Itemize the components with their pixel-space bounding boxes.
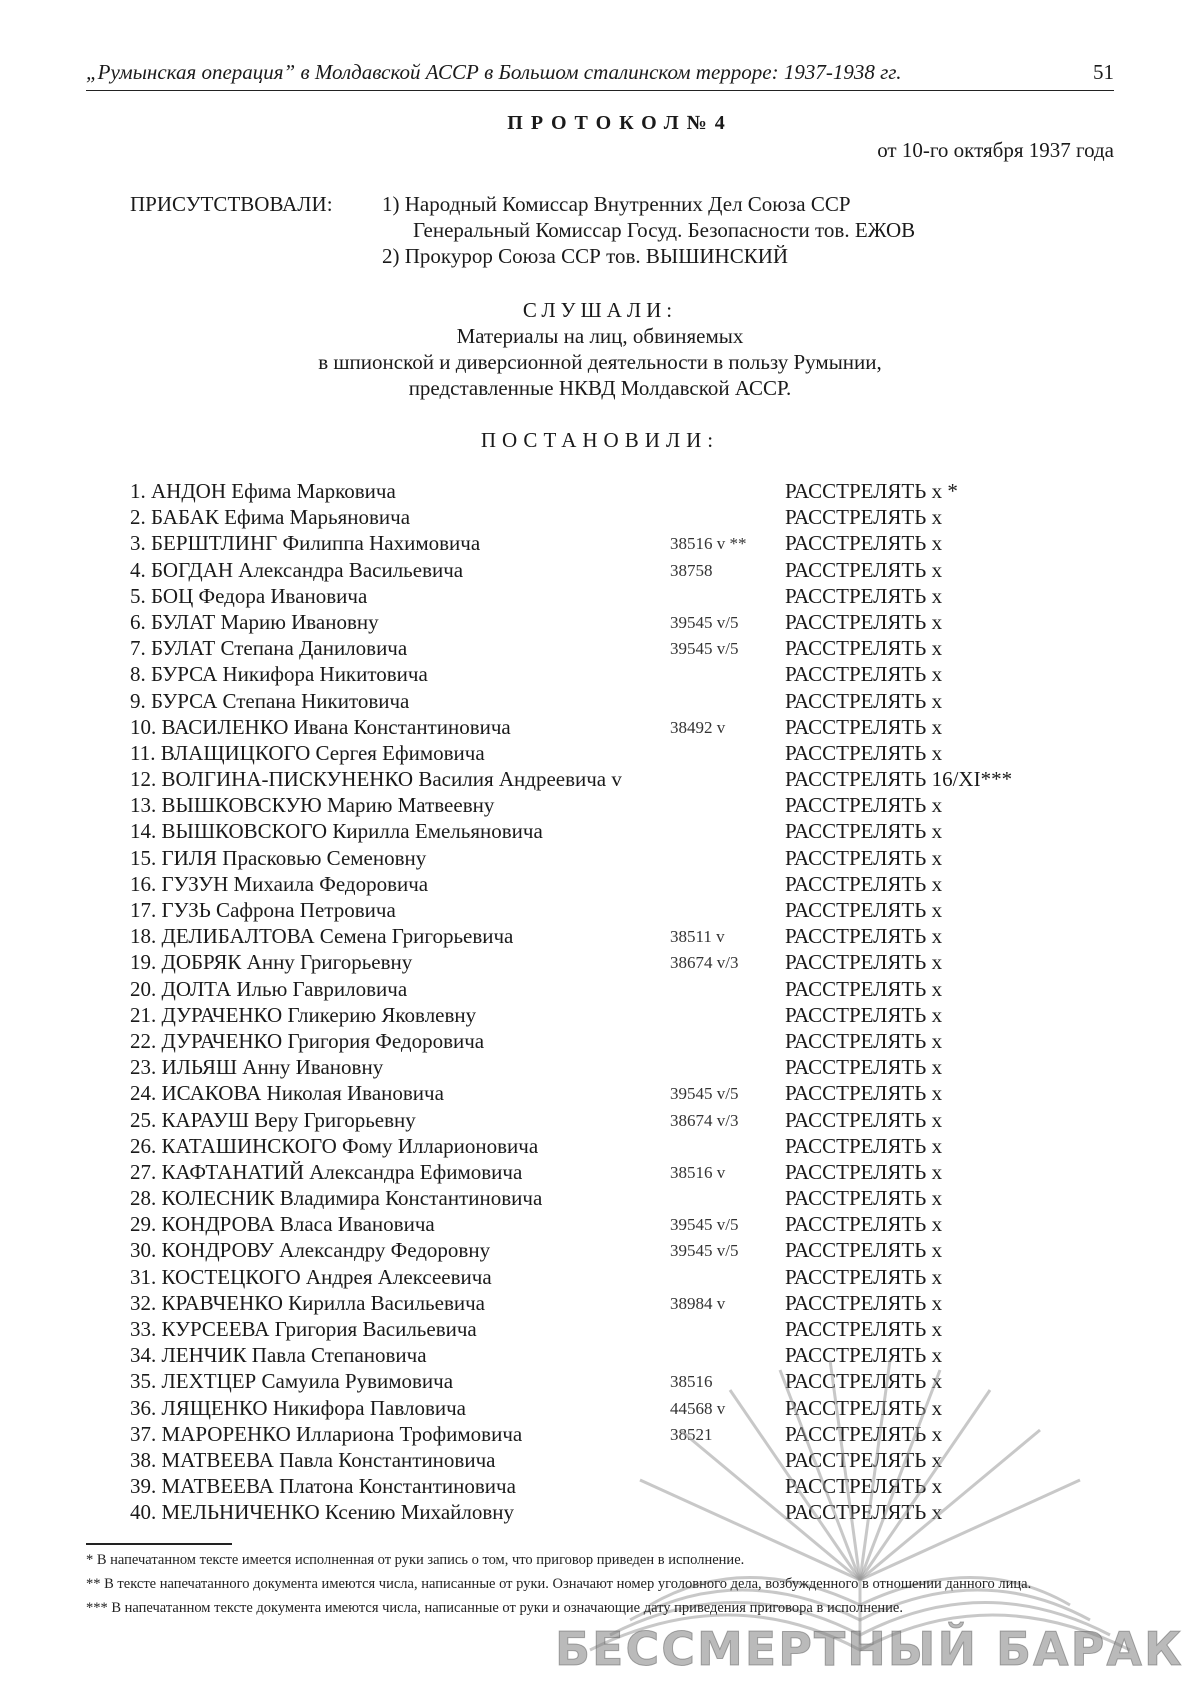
sentence-text: РАССТРЕЛЯТЬ х [785, 609, 943, 634]
sentence-text: РАССТРЕЛЯТЬ х [785, 1343, 943, 1368]
list-item [130, 530, 1080, 556]
footnote-rule [86, 1543, 232, 1545]
list-item [130, 818, 1080, 844]
watermark-logo-text: БЕССМЕРТНЫЙ БАРАК [555, 1622, 1184, 1676]
case-number: 39545 v/5 [670, 1084, 739, 1104]
footnote-2: ** В тексте напечатанного документа имеются числа, написанные от руки. Означают номер уголовного дела, возбужденного в отношении данного лица. [86, 1576, 1032, 1592]
list-item [130, 1054, 1080, 1080]
list-item [130, 766, 1080, 792]
person-name: 5. БОЦ Федора Ивановича [130, 583, 368, 608]
sentence-text: РАССТРЕЛЯТЬ х [785, 1028, 943, 1053]
sentence-text: РАССТРЕЛЯТЬ х [785, 1421, 943, 1446]
person-name: 33. КУРСЕЕВА Григория Васильевича [130, 1317, 477, 1341]
sentence-text: РАССТРЕЛЯТЬ х [785, 583, 943, 608]
person-name: 22. ДУРАЧЕНКО Григория Федоровича [130, 1028, 485, 1053]
person-name: 14. ВЫШКОВСКОГО Кирилла Емельяновича [130, 819, 543, 844]
list-item [130, 923, 1080, 949]
footnote-3: *** В напечатанном тексте документа имеются числа, написанные от руки и означающие дату приведения приговора в исполнение. [86, 1600, 903, 1616]
list-item [130, 1264, 1080, 1290]
sentence-text: РАССТРЕЛЯТЬ х [785, 1290, 943, 1315]
person-name: 10. ВАСИЛЕНКО Ивана Константиновича [130, 714, 511, 739]
sentence-text: РАССТРЕЛЯТЬ 16/XI*** [785, 767, 1013, 792]
person-name: 30. КОНДРОВУ Александру Федоровну [130, 1238, 491, 1263]
person-name: 3. БЕРШТЛИНГ Филиппа Нахимовича [130, 531, 481, 556]
person-name: 35. ЛЕХТЦЕР Самуила Рувимовича [130, 1369, 454, 1394]
case-number: 39545 v/5 [670, 639, 739, 659]
present-item-1: 1) Народный Комиссар Внутренних Дел Союза ССР [382, 192, 851, 216]
list-item [130, 871, 1080, 897]
person-name: 24. ИСАКОВА Николая Ивановича [130, 1081, 444, 1106]
case-number: 38492 v [670, 717, 726, 737]
sentence-text: РАССТРЕЛЯТЬ х [785, 950, 943, 975]
person-name: 26. КАТАШИНСКОГО Фому Илларионовича [130, 1133, 539, 1158]
sentence-text: РАССТРЕЛЯТЬ х [785, 845, 943, 870]
list-item [130, 1185, 1080, 1211]
person-name: 38. МАТВЕЕВА Павла Константиновича [130, 1447, 496, 1472]
heard-line: Материалы на лиц, обвиняемых [456, 324, 744, 348]
list-item [130, 1107, 1080, 1133]
decided-heading: ПОСТАНОВИЛИ: [480, 428, 720, 452]
list-item [130, 504, 1080, 530]
sentence-text: РАССТРЕЛЯТЬ х [785, 557, 943, 582]
list-item [130, 1290, 1080, 1316]
sentence-text: РАССТРЕЛЯТЬ х * [785, 479, 958, 503]
case-number: 44568 v [670, 1398, 726, 1418]
sentence-text: РАССТРЕЛЯТЬ х [785, 1264, 943, 1289]
sentence-text: РАССТРЕЛЯТЬ х [785, 819, 943, 844]
person-name: 23. ИЛЬЯШ Анну Ивановну [130, 1055, 384, 1080]
person-name: 8. БУРСА Никифора Никитовича [130, 662, 428, 687]
person-name: 40. МЕЛЬНИЧЕНКО Ксению Михайловну [130, 1500, 515, 1525]
sentence-text: РАССТРЕЛЯТЬ х [785, 636, 943, 661]
list-item [130, 557, 1080, 583]
sentence-text: РАССТРЕЛЯТЬ х [785, 976, 943, 1001]
present-item-1-cont: Генеральный Комиссар Госуд. Безопасности тов. ЕЖОВ [413, 218, 916, 242]
sentence-text: РАССТРЕЛЯТЬ х [785, 1474, 943, 1499]
present-item-2: 2) Прокурор Союза ССР тов. ВЫШИНСКИЙ [382, 244, 789, 268]
sentence-text: РАССТРЕЛЯТЬ х [785, 740, 943, 765]
sentence-text: РАССТРЕЛЯТЬ х [785, 1081, 943, 1106]
person-name: 31. КОСТЕЦКОГО Андрея Алексеевича [130, 1264, 492, 1289]
person-name: 21. ДУРАЧЕНКО Гликерию Яковлевну [130, 1002, 477, 1027]
list-item [130, 1316, 1080, 1342]
sentence-text: РАССТРЕЛЯТЬ х [785, 714, 943, 739]
sentence-text: РАССТРЕЛЯТЬ х [785, 1317, 943, 1341]
list-item [130, 949, 1080, 975]
person-name: 36. ЛЯЩЕНКО Никифора Павловича [130, 1395, 466, 1420]
sentence-text: РАССТРЕЛЯТЬ х [785, 1133, 943, 1158]
case-number: 39545 v/5 [670, 612, 739, 632]
sentence-text: РАССТРЕЛЯТЬ х [785, 662, 943, 687]
list-item [130, 583, 1080, 609]
protocol-date: от 10-го октября 1937 года [877, 138, 1114, 162]
sentence-text: РАССТРЕЛЯТЬ х [785, 1212, 943, 1237]
list-item [130, 714, 1080, 740]
sentence-text: РАССТРЕЛЯТЬ х [785, 924, 943, 949]
heard-line: в шпионской и диверсионной деятельности в пользу Румынии, [318, 350, 882, 374]
case-number: 38521 [670, 1424, 713, 1444]
person-name: 6. БУЛАТ Марию Ивановну [130, 609, 379, 634]
person-name: 11. ВЛАЩИЦКОГО Сергея Ефимовича [130, 740, 485, 765]
list-item [130, 478, 1080, 504]
sentence-text: РАССТРЕЛЯТЬ х [785, 505, 943, 530]
person-name: 4. БОГДАН Александра Васильевича [130, 557, 464, 582]
sentence-text: РАССТРЕЛЯТЬ х [785, 1055, 943, 1080]
person-name: 12. ВОЛГИНА-ПИСКУНЕНКО Василия Андреевича v [130, 767, 622, 792]
sentence-text: РАССТРЕЛЯТЬ х [785, 1159, 943, 1184]
person-name: 13. ВЫШКОВСКУЮ Марию Матвеевну [130, 793, 495, 818]
heard-line: представленные НКВД Молдавской АССР. [408, 376, 792, 400]
sentence-text: РАССТРЕЛЯТЬ х [785, 871, 943, 896]
list-item [130, 609, 1080, 635]
person-name: 25. КАРАУШ Веру Григорьевну [130, 1107, 416, 1132]
running-years: 1937-1938 гг. [783, 60, 902, 84]
list-item [130, 1080, 1080, 1106]
person-name: 39. МАТВЕЕВА Платона Константиновича [130, 1474, 516, 1499]
list-item [130, 792, 1080, 818]
sentence-text: РАССТРЕЛЯТЬ х [785, 1395, 943, 1420]
person-name: 9. БУРСА Степана Никитовича [130, 688, 410, 713]
list-item [130, 1002, 1080, 1028]
list-item [130, 1211, 1080, 1237]
list-item [130, 1028, 1080, 1054]
running-title-text: „Румынская операция” в Молдавской АССР в Большом сталинском терроре: [86, 60, 779, 84]
case-number: 38516 [670, 1372, 713, 1392]
page-number: 51 [1093, 60, 1114, 84]
list-item [130, 688, 1080, 714]
present-label: ПРИСУТСТВОВАЛИ: [130, 192, 333, 216]
sentence-text: РАССТРЕЛЯТЬ х [785, 793, 943, 818]
list-item [130, 1159, 1080, 1185]
person-name: 37. МАРОРЕНКО Иллариона Трофимовича [130, 1421, 523, 1446]
list-item [130, 1237, 1080, 1263]
case-number: 39545 v/5 [670, 1241, 739, 1261]
person-name: 18. ДЕЛИБАЛТОВА Семена Григорьевича [130, 924, 514, 949]
case-number: 38674 v/3 [670, 1110, 739, 1130]
sentence-text: РАССТРЕЛЯТЬ х [785, 1107, 943, 1132]
case-number: 38758 [670, 560, 713, 580]
protocol-title: ПРОТОКОЛ№4 [507, 112, 733, 134]
sentence-text: РАССТРЕЛЯТЬ х [785, 1369, 943, 1394]
sentence-text: РАССТРЕЛЯТЬ х [785, 1186, 943, 1211]
case-number: 38516 v ** [670, 534, 747, 554]
person-name: 16. ГУЗУН Михаила Федоровича [130, 871, 429, 896]
list-item [130, 897, 1080, 923]
running-header [86, 58, 1114, 91]
list-item [130, 661, 1080, 687]
person-name: 2. БАБАК Ефима Марьяновича [130, 505, 411, 530]
person-name: 34. ЛЕНЧИК Павла Степановича [130, 1343, 427, 1368]
heard-heading: СЛУШАЛИ: [522, 298, 678, 322]
list-item [130, 635, 1080, 661]
case-number: 38516 v [670, 1162, 726, 1182]
sentence-text: РАССТРЕЛЯТЬ х [785, 1447, 943, 1472]
person-name: 15. ГИЛЯ Прасковью Семеновну [130, 845, 427, 870]
list-item [130, 845, 1080, 871]
person-name: 20. ДОЛТА Илью Гавриловича [130, 976, 408, 1001]
footnote-1: * В напечатанном тексте имеется исполненная от руки запись о том, что приговор приведен в исполнение. [86, 1552, 745, 1568]
case-number: 39545 v/5 [670, 1215, 739, 1235]
case-number: 38674 v/3 [670, 953, 739, 973]
case-number: 38511 v [670, 927, 725, 947]
person-name: 19. ДОБРЯК Анну Григорьевну [130, 950, 413, 975]
person-name: 7. БУЛАТ Степана Даниловича [130, 636, 408, 661]
running-title [86, 60, 901, 85]
person-name: 27. КАФТАНАТИЙ Александра Ефимовича [130, 1159, 523, 1184]
person-name: 17. ГУЗЬ Сафрона Петровича [130, 898, 396, 922]
sentence-text: РАССТРЕЛЯТЬ х [785, 1002, 943, 1027]
person-name: 32. КРАВЧЕНКО Кирилла Васильевича [130, 1290, 485, 1315]
list-item [130, 740, 1080, 766]
person-name: 1. АНДОН Ефима Марковича [130, 479, 396, 503]
sentence-text: РАССТРЕЛЯТЬ х [785, 1500, 943, 1525]
sentence-text: РАССТРЕЛЯТЬ х [785, 531, 943, 556]
sentence-text: РАССТРЕЛЯТЬ х [785, 898, 943, 922]
list-item [130, 1133, 1080, 1159]
case-number: 38984 v [670, 1293, 726, 1313]
person-name: 29. КОНДРОВА Власа Ивановича [130, 1212, 435, 1237]
sentence-text: РАССТРЕЛЯТЬ х [785, 1238, 943, 1263]
sentence-text: РАССТРЕЛЯТЬ х [785, 688, 943, 713]
list-item [130, 976, 1080, 1002]
person-name: 28. КОЛЕСНИК Владимира Константиновича [130, 1186, 543, 1211]
